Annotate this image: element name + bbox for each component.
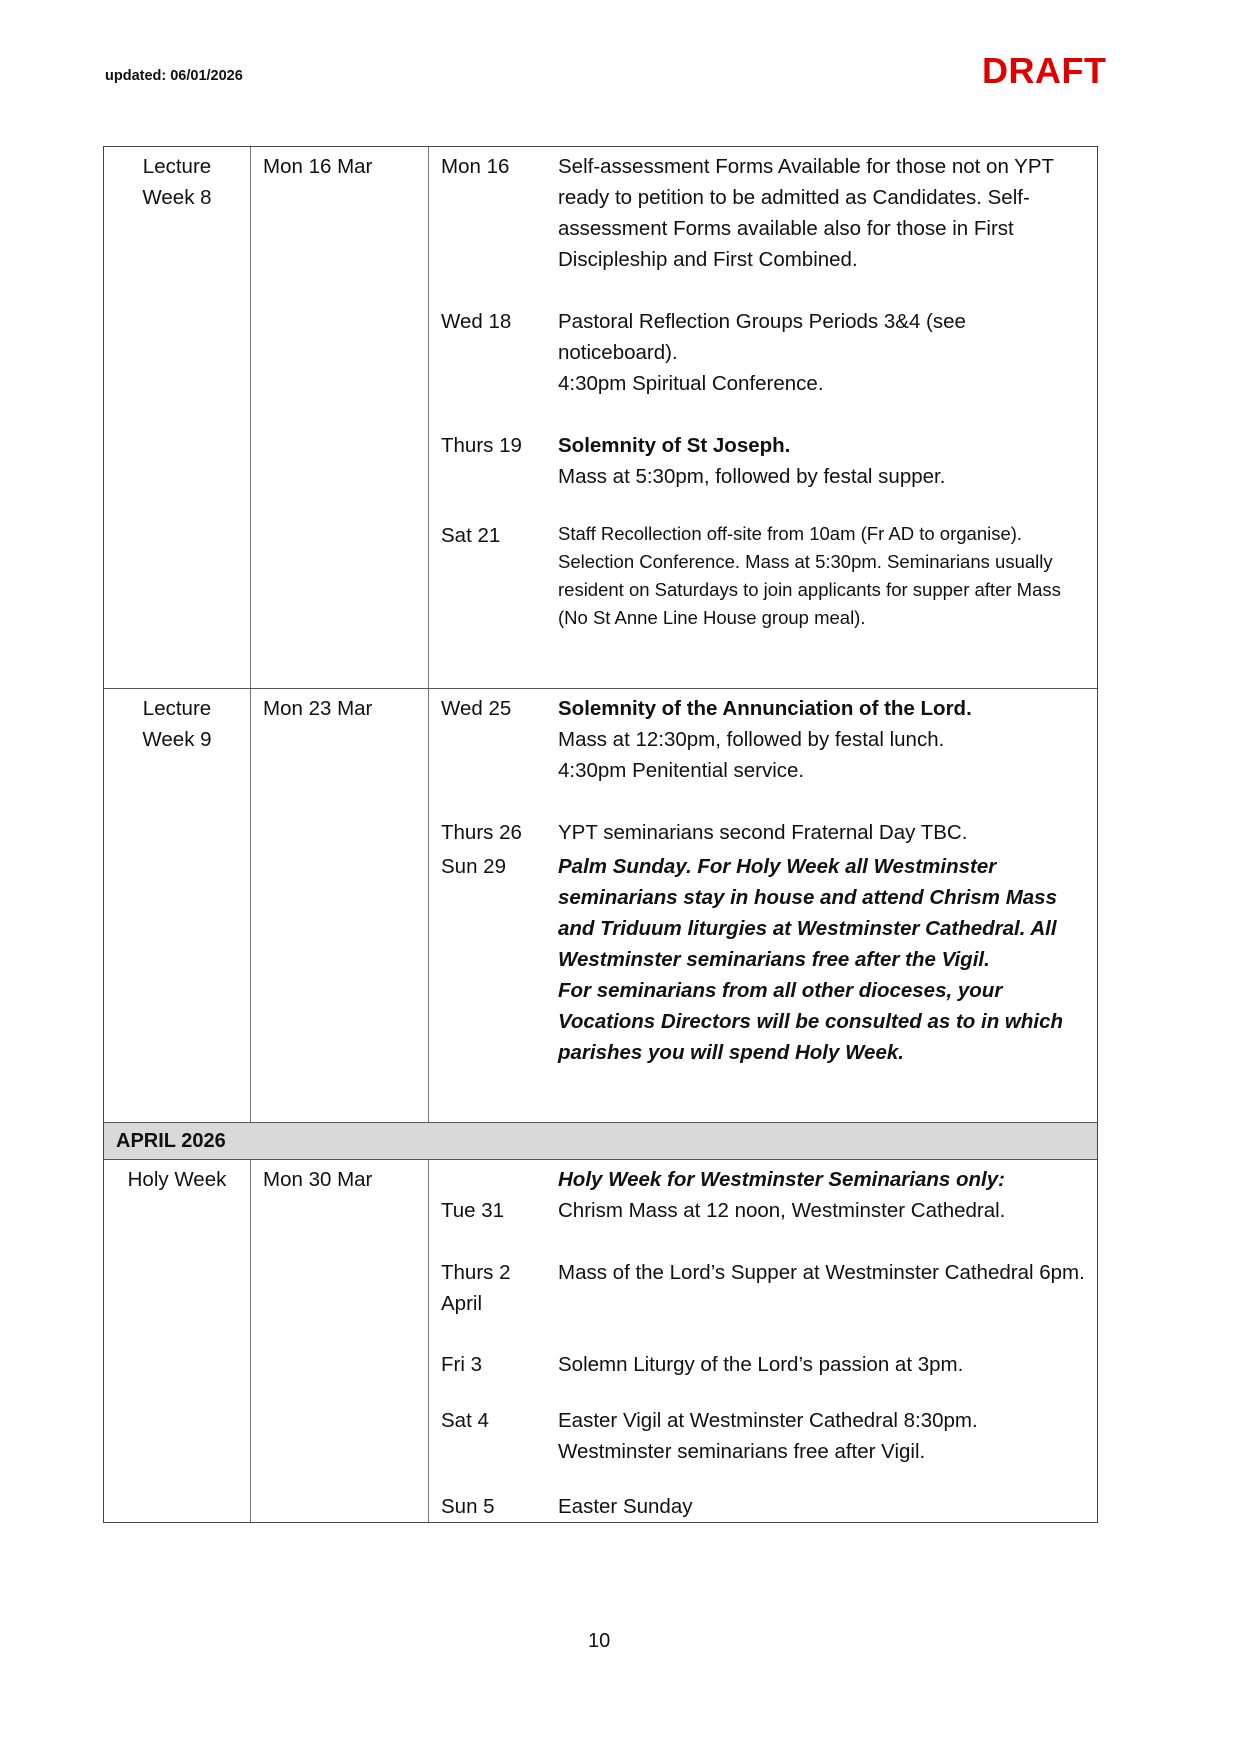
event-text bbox=[558, 1257, 1087, 1349]
event-line: Westminster seminarians free after Vigil. bbox=[558, 1440, 926, 1463]
week-start-cell: Mon 16 Mar bbox=[251, 147, 429, 688]
event-line: Mass at 12:30pm, followed by festal lunch. bbox=[558, 728, 945, 751]
draft-label: DRAFT bbox=[982, 50, 1107, 91]
event-line-bold: Solemnity of the Annunciation of the Lord. bbox=[558, 697, 972, 720]
event-line: 4:30pm Penitential service. bbox=[558, 759, 805, 782]
event-line-bold-italic: For seminarians from all other dioceses, your Vocations Directors will be consulted as to in which parishes you will spend Holy Week. bbox=[558, 979, 1064, 1064]
event-item bbox=[441, 306, 1087, 430]
week-label-line: Lecture bbox=[142, 155, 212, 178]
event-text bbox=[558, 306, 1087, 430]
week-label-cell bbox=[104, 689, 251, 1122]
event-day: Sat 4 bbox=[441, 1409, 489, 1432]
event-day: Sun 5 bbox=[441, 1495, 495, 1518]
event-text bbox=[558, 1195, 1087, 1257]
event-line: Pastoral Reflection Groups Periods 3&4 (see noticeboard). bbox=[558, 310, 966, 364]
event-text bbox=[558, 520, 1087, 632]
calendar-table bbox=[103, 146, 1098, 1523]
event-text bbox=[558, 430, 1087, 520]
event-text bbox=[558, 1491, 1087, 1522]
event-line: Chrism Mass at 12 noon, Westminster Cathedral. bbox=[558, 1199, 1006, 1222]
event-day: Mon 16 bbox=[441, 155, 510, 178]
event-text bbox=[558, 851, 1087, 1068]
week-label-line: Week 9 bbox=[142, 728, 212, 751]
page-number: 10 bbox=[588, 1630, 611, 1652]
week-label-line: Lecture bbox=[142, 697, 212, 720]
event-line: Self-assessment Forms Available for those not on YPT ready to petition to be admitted as Candidates. Self-assessment Forms available also for those in First Discipleship and First Combined. bbox=[558, 155, 1054, 271]
event-item bbox=[441, 1405, 1087, 1491]
event-day: Fri 3 bbox=[441, 1353, 482, 1376]
event-text bbox=[558, 1405, 1087, 1491]
event-line: Mass of the Lord’s Supper at Westminster Cathedral 6pm. bbox=[558, 1261, 1085, 1284]
table-row-week-8 bbox=[104, 147, 1097, 688]
event-line: Staff Recollection off-site from 10am (Fr AD to organise). bbox=[558, 523, 1023, 544]
event-item bbox=[441, 1349, 1087, 1405]
events-cell bbox=[429, 1160, 1097, 1522]
event-text bbox=[558, 151, 1087, 306]
event-day: Thurs 2 April bbox=[441, 1261, 511, 1315]
event-text bbox=[558, 1349, 1087, 1405]
event-text bbox=[558, 693, 1087, 817]
event-line: 4:30pm Spiritual Conference. bbox=[558, 372, 824, 395]
event-item bbox=[441, 1195, 1087, 1257]
event-line: Mass at 5:30pm, followed by festal supper. bbox=[558, 465, 946, 488]
event-day: Thurs 26 bbox=[441, 821, 522, 844]
event-line: Easter Vigil at Westminster Cathedral 8:30pm. bbox=[558, 1409, 978, 1432]
event-line-bold-italic: Palm Sunday. For Holy Week all Westminster seminarians stay in house and attend Chrism Mass and Triduum liturgies at Westminster Cathedral. All Westminster seminarians free after the Vigil. bbox=[558, 855, 1057, 971]
event-item bbox=[441, 1257, 1087, 1349]
event-item bbox=[441, 693, 1087, 817]
event-day: Wed 25 bbox=[441, 697, 512, 720]
event-day: Tue 31 bbox=[441, 1199, 505, 1222]
event-line: Easter Sunday bbox=[558, 1495, 693, 1518]
event-item bbox=[441, 851, 1087, 1068]
week-start-cell: Mon 23 Mar bbox=[251, 689, 429, 1122]
week-label-cell bbox=[104, 147, 251, 688]
event-item bbox=[441, 817, 1087, 851]
week-label-cell: Holy Week bbox=[104, 1160, 251, 1522]
holy-week-intro: Holy Week for Westminster Seminarians only: bbox=[558, 1168, 1005, 1191]
week-start-cell: Mon 30 Mar bbox=[251, 1160, 429, 1522]
event-line-bold: Solemnity of St Joseph. bbox=[558, 434, 791, 457]
event-item bbox=[441, 151, 1087, 306]
table-row-holy-week bbox=[104, 1159, 1097, 1522]
updated-date: updated: 06/01/2026 bbox=[105, 68, 243, 84]
event-text bbox=[558, 817, 1087, 851]
event-item bbox=[441, 520, 1087, 632]
table-row-week-9 bbox=[104, 688, 1097, 1122]
event-day: Wed 18 bbox=[441, 310, 512, 333]
event-line: Selection Conference. Mass at 5:30pm. Seminarians usually resident on Saturdays to join applicants for supper after Mass (No St Anne Line House group meal). bbox=[558, 551, 1061, 628]
event-day: Sun 29 bbox=[441, 855, 506, 878]
events-cell bbox=[429, 147, 1097, 688]
event-day: Sat 21 bbox=[441, 524, 501, 547]
event-day: Thurs 19 bbox=[441, 434, 522, 457]
events-cell bbox=[429, 689, 1097, 1122]
event-intro bbox=[441, 1164, 1087, 1195]
week-label-line: Week 8 bbox=[142, 186, 212, 209]
event-day-empty bbox=[441, 1164, 558, 1195]
event-line: YPT seminarians second Fraternal Day TBC. bbox=[558, 821, 968, 844]
month-band: APRIL 2026 bbox=[104, 1122, 1097, 1159]
event-item bbox=[441, 430, 1087, 520]
event-line: Solemn Liturgy of the Lord’s passion at 3pm. bbox=[558, 1353, 964, 1376]
event-item bbox=[441, 1491, 1087, 1522]
